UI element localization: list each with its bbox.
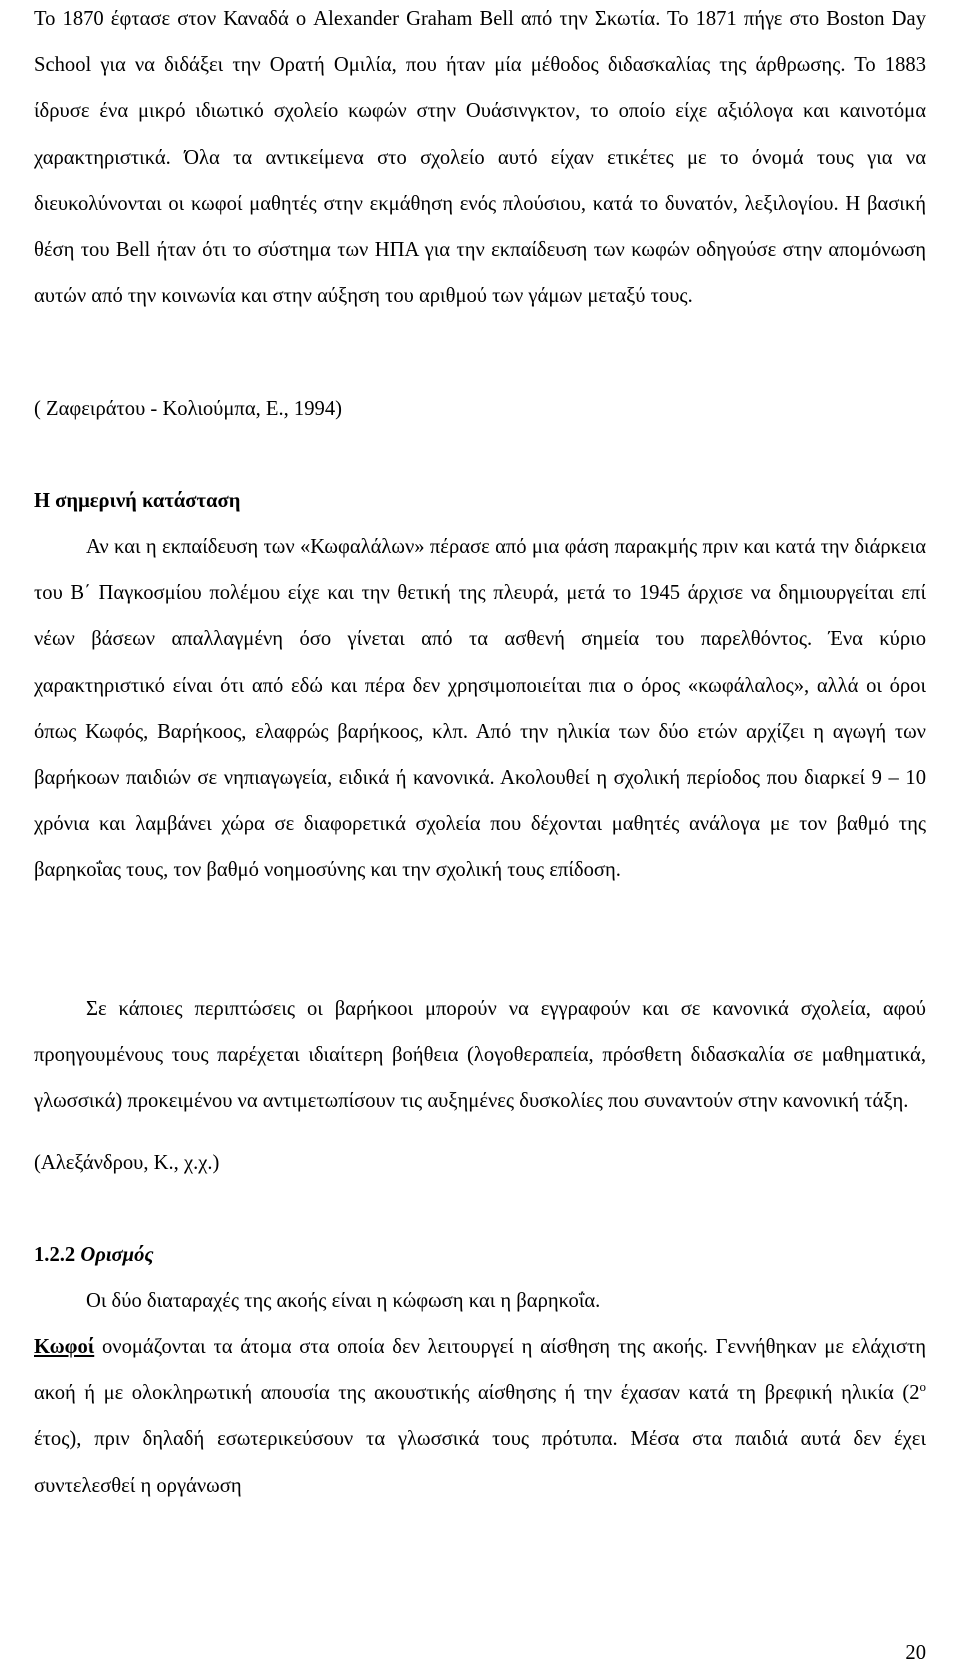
citation-alexandrou: (Αλεξάνδρου, Κ., χ.χ.) — [34, 1152, 220, 1174]
page-number: 20 — [905, 1642, 926, 1664]
definition-text-part1: ονομάζονται τα άτομα στα οποία δεν λειτουργεί η αίσθηση της ακοής. Γεννήθηκαν με ελάχιστη ακοή ή με ολοκληρωτική απουσία της ακουστικής αίσθησης ή την έχασαν κατά τη βρεφική ηλικία (2 — [34, 1336, 926, 1405]
paragraph-hearing-disorders: Οι δύο διαταραχές της ακοής είναι η κώφωση και η βαρηκοΐα. — [86, 1290, 601, 1312]
section-heading-definition — [34, 1232, 926, 1278]
paragraph-mainstream-schools: Σε κάποιες περιπτώσεις οι βαρήκοοι μπορούν να εγγραφούν και σε κανονικά σχολεία, αφού προηγουμένους τους παρέχεται ιδιαίτερη βοήθεια (λογοθεραπεία, πρόσθετη διδασκαλία σε μαθηματικά, γλωσσικά) προκειμένου να αντιμετωπίσουν τις αυξημένες δυσκολίες που συναντούν στην κανονική τάξη. — [34, 998, 926, 1113]
section-number: 1.2.2 — [34, 1244, 76, 1266]
definition-text-part2: έτος), πριν δηλαδή εσωτερικεύσουν τα γλωσσικά τους πρότυπα. Μέσα στα παιδιά αυτά δεν έχει συντελεσθεί η οργάνωση — [34, 1428, 926, 1497]
ordinal-superscript: ο — [919, 1379, 926, 1395]
section-title: Ορισμός — [80, 1244, 154, 1266]
paragraph-bell-history: Το 1870 έφτασε στον Καναδά ο Alexander Graham Bell από την Σκωτία. Το 1871 πήγε στο Boston Day School για να διδάξει την Ορατή Ομιλία, που ήταν μία μέθοδος διδασκαλίας της άρθρωσης. Το 1883 ίδρυσε ένα μικρό ιδιωτικό σχολείο κωφών στην Ουάσινγκτον, το οποίο είχε αξιόλογα και καινοτόμα χαρακτηριστικά. Όλα τα αντικείμενα στο σχολείο αυτό είχαν ετικέτες με το όνομά τους για να διευκολύνονται οι κωφοί μαθητές στην εκμάθηση ενός πλούσιου, κατά το δυνατόν, λεξιλογίου. Η βασική θέση του Bell ήταν ότι το σύστημα των ΗΠΑ για την εκπαίδευση των κωφών οδηγούσε στην απομόνωση αυτών από την κοινωνία και στην αύξηση του αριθμού των γάμων μεταξύ τους. — [34, 8, 926, 308]
citation-zafeiratou: ( Ζαφειράτου - Κολιούμπα, Ε., 1994) — [34, 398, 342, 420]
term-deaf: Κωφοί — [34, 1336, 95, 1358]
paragraph-current-status: Αν και η εκπαίδευση των «Κωφαλάλων» πέρασε από μια φάση παρακμής πριν και κατά την διάρκεια του Β΄ Παγκοσμίου πολέμου είχε και την θετική της πλευρά, μετά το 1945 άρχισε να δημιουργείται επί νέων βάσεων απαλλαγμένη όσο γίνεται από τα ασθενή σημεία του παρελθόντος. Ένα κύριο χαρακτηριστικό είναι ότι από εδώ και πέρα δεν χρησιμοποιείται πια ο όρος «κωφάλαλος», αλλά οι όροι όπως Κωφός, Βαρήκοος, ελαφρώς βαρήκοος, κλπ. Από την ηλικία των δύο ετών αρχίζει η αγωγή των βαρήκοων παιδιών σε νηπιαγωγεία, ειδικά ή κανονικά. Ακολουθεί η σχολική περίοδος που διαρκεί 9 – 10 χρόνια και λαμβάνει χώρα σε διαφορετικά σχολεία που δέχονται μαθητές ανάλογα με τον βαθμό της βαρηκοΐας τους, τον βαθμό νοημοσύνης και την σχολική τους επίδοση. — [34, 536, 926, 882]
section-heading-current-status: Η σημερινή κατάσταση — [34, 490, 241, 512]
paragraph-deaf-definition — [34, 1324, 926, 1509]
